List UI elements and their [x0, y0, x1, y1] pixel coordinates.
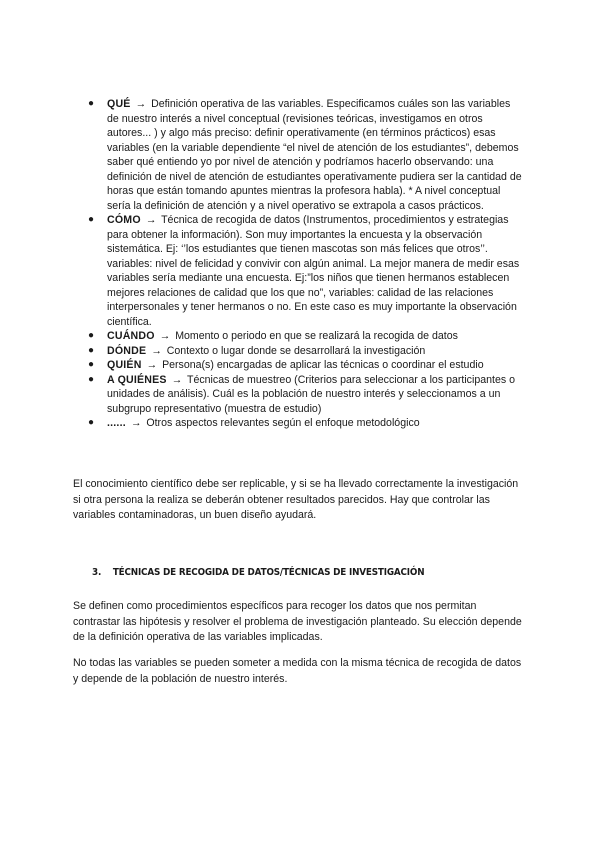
list-item-otros	[88, 416, 524, 431]
arrow-icon: →	[135, 98, 147, 110]
bullet-icon: ●	[88, 98, 95, 109]
list-item-term: A QUIÉNES	[107, 373, 167, 386]
section-heading	[92, 567, 424, 578]
list-item-que	[88, 97, 524, 213]
arrow-icon: →	[171, 373, 183, 386]
list-item-text: Definición operativa de las variables. Especificamos cuáles son las variables de nuestro interés a nivel conceptual (revisiones teóricas, investigamos en otros autores... ) y algo más preciso: definir operativamente (en términos prácticos) esas variables (en la variable dependiente “el nivel de atención de los estudiantes”, debemos saber qué entiendo yo por nivel de atención y podríamos hacerlo observando: una definición de nivel de atención de estudiantes operativamente pudiera ser la cantidad de horas que están tomando apuntes mientras la profesora habla). * A nivel conceptual sería la definición de atención y a nivel operativo se extrapola a casos prácticos.	[107, 98, 522, 212]
list-item-a-quienes	[88, 373, 524, 417]
list-item-text: Técnica de recogida de datos (Instrumentos, procedimientos y estrategias para obtener la información). Son muy importantes la encuesta y la observación sistemática. Ej: ‘’los estudiantes que tienen mascotas son más felices que otros’’. variables: nivel de felicidad y convivir con algún animal. La mejor manera de medir esas variables sería mediante una encuesta. Ej:”los niños que tienen hermanos establecen mejores relaciones de calidad que los que no”, variables: calidad de las relaciones interpersonales y tener hermanos o no. En este caso es muy importante la observación científica.	[107, 214, 520, 328]
list-item-cuando	[88, 329, 524, 344]
list-item-quien	[88, 358, 524, 373]
bullet-icon: ●	[88, 330, 95, 341]
replicability-paragraph: El conocimiento científico debe ser replicable, y si se ha llevado correctamente la investigación si otra persona la realiza se deberán obtener resultados parecidos. Hay que controlar las variables contaminadoras, un buen diseño ayudará.	[73, 478, 519, 521]
arrow-icon: →	[130, 417, 142, 429]
list-item-term: ......	[107, 417, 126, 429]
arrow-icon: →	[159, 330, 171, 342]
definition-paragraph: Se definen como procedimientos específicos para recoger los datos que nos permitan contrastar las hipótesis y resolver el problema de investigación planteado. Su elección depende de la definición operativa de las variables implicadas.	[73, 600, 522, 643]
list-item-term: CUÁNDO	[107, 330, 155, 342]
bullet-icon: ●	[88, 344, 95, 356]
arrow-icon: →	[151, 344, 162, 357]
bullet-icon: ●	[88, 373, 95, 385]
list-item-donde	[88, 344, 524, 359]
variables-paragraph: No todas las variables se pueden someter a medida con la misma técnica de recogida de datos y depende de la población de nuestro interés.	[73, 657, 522, 685]
section-number: 3.	[92, 567, 102, 578]
research-questions-list	[88, 97, 524, 431]
bullet-icon: ●	[88, 359, 95, 370]
list-item-term: QUÉ	[107, 98, 131, 110]
list-item-text: Persona(s) encargadas de aplicar las técnicas o coordinar el estudio	[162, 359, 484, 371]
bullet-icon: ●	[88, 214, 95, 225]
list-item-term: QUIÉN	[107, 359, 142, 371]
arrow-icon: →	[145, 214, 157, 226]
arrow-icon: →	[146, 359, 158, 371]
section-title: TÉCNICAS DE RECOGIDA DE DATOS/TÉCNICAS DE INVESTIGACIÓN	[112, 567, 425, 578]
list-item-term: DÓNDE	[107, 344, 147, 357]
list-item-term: CÓMO	[107, 214, 141, 226]
list-item-text: Otros aspectos relevantes según el enfoque metodológico	[146, 417, 420, 429]
list-item-como	[88, 213, 524, 329]
bullet-icon: ●	[88, 417, 95, 428]
list-item-text: Momento o periodo en que se realizará la recogida de datos	[175, 330, 458, 342]
list-item-text: Contexto o lugar donde se desarrollará la investigación	[166, 344, 426, 357]
list-item-text: Técnicas de muestreo (Criterios para seleccionar a los participantes o unidades de análisis). Cuál es la población de nuestro interés y seleccionamos a un subgrupo representativo (muestra de estudio)	[107, 373, 515, 415]
